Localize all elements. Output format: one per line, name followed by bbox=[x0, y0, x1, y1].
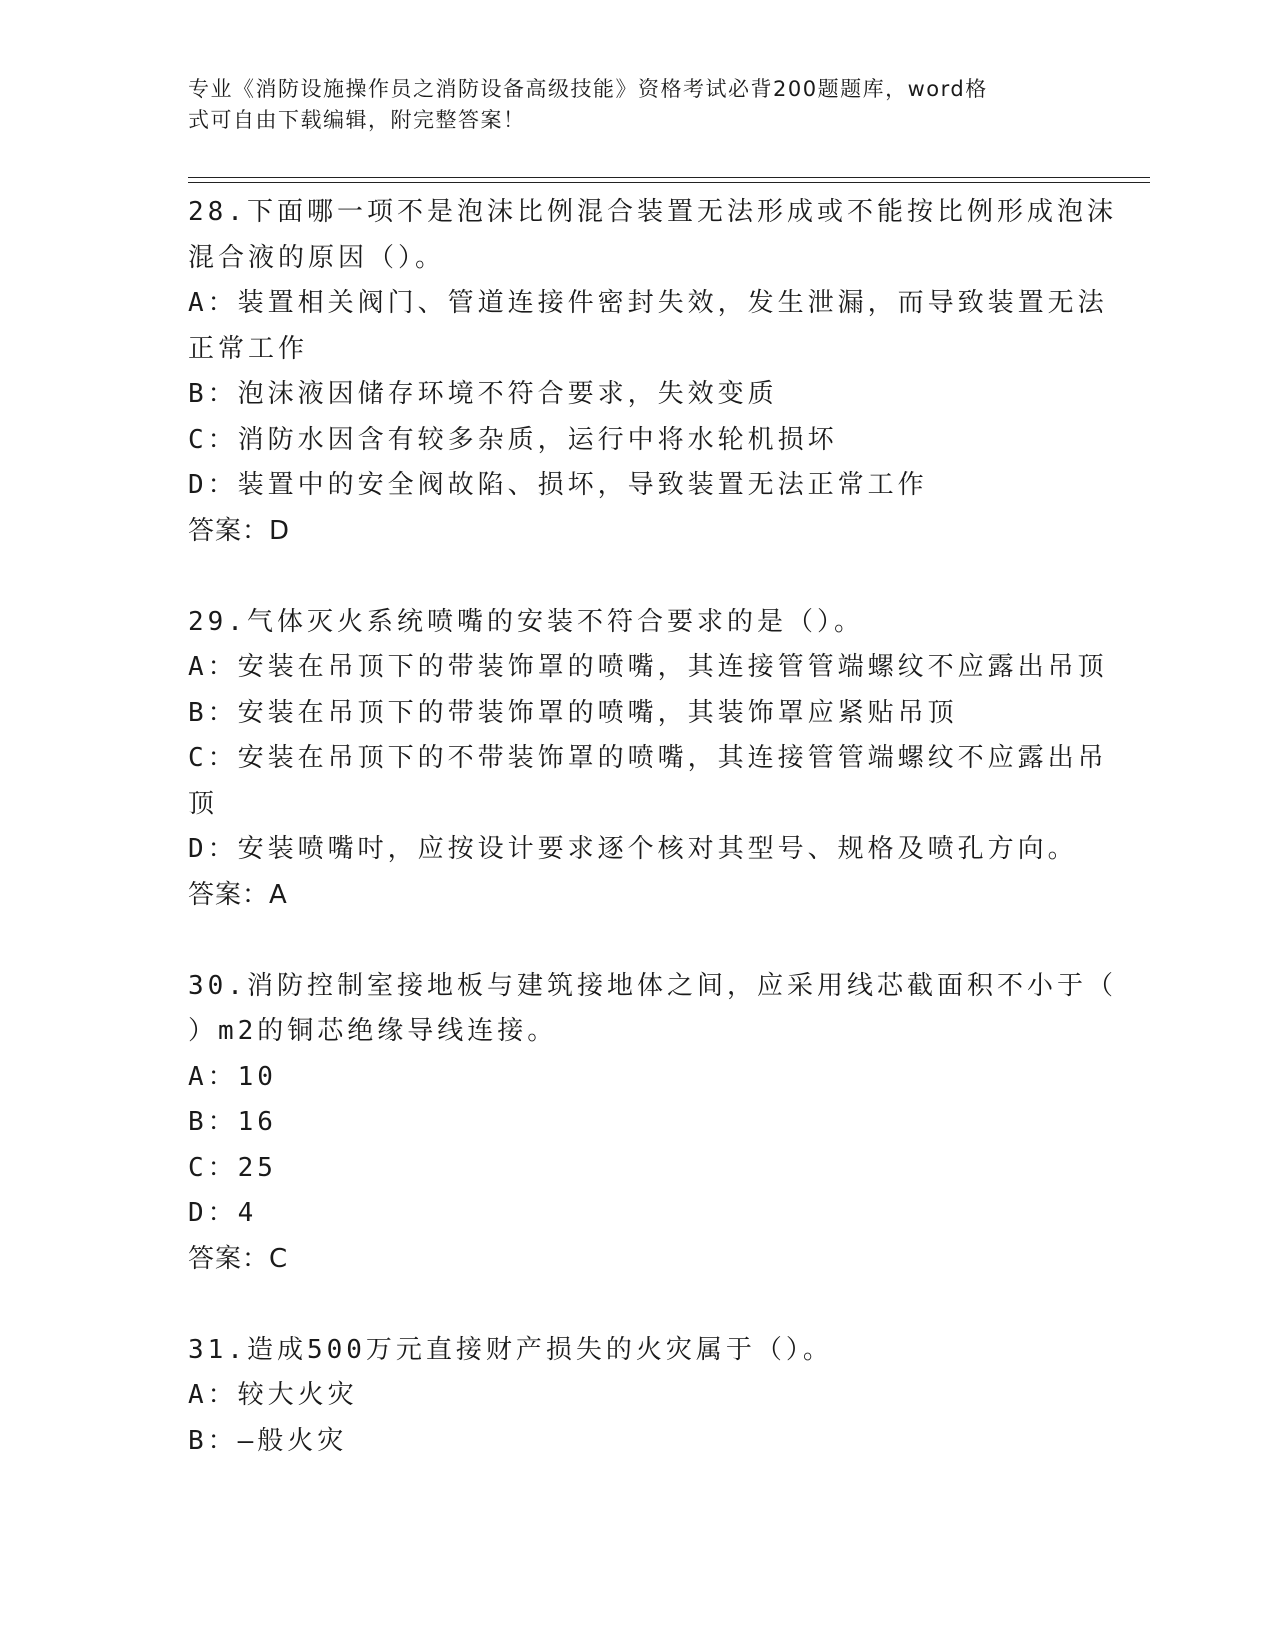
option-b: B：16 bbox=[188, 1107, 277, 1137]
option-a: A：10 bbox=[188, 1061, 277, 1092]
answer: 答案：D bbox=[188, 515, 291, 546]
spacer bbox=[188, 918, 1088, 964]
spacer bbox=[188, 554, 1088, 600]
option-b: B：安装在吊顶下的带装饰罩的喷嘴，其装饰罩应紧贴吊顶 bbox=[188, 697, 958, 728]
option-d: D：安装喷嘴吋，应按设计要求逐个核对其型号、规格及喷孔方向。 bbox=[188, 834, 1078, 864]
question-title: 31.造成500万元直接财产损失的火灾属于（）。 bbox=[188, 1334, 833, 1365]
question-31 bbox=[188, 1328, 1088, 1465]
option-c: C：安装在吊顶下的不带装饰罩的喷嘴，其连接管管端螺纹不应露出吊 bbox=[188, 743, 1108, 773]
option-a-continued: 正常工作 bbox=[188, 333, 309, 364]
option-c: C：消防水因含有较多杂质，运行中将水轮机损坏 bbox=[188, 424, 838, 455]
option-a: A：较大火灾 bbox=[188, 1380, 358, 1410]
question-list bbox=[188, 190, 1117, 1464]
option-b: B：泡沫液因储存环境不符合要求，失效变质 bbox=[188, 379, 778, 409]
question-title: 29.气体灭火系统喷嘴的安装不符合要求的是（）。 bbox=[188, 606, 864, 637]
answer: 答案：A bbox=[188, 879, 288, 910]
option-a: A：安装在吊顶下的带装饰罩的喷嘴，其连接管管端螺纹不应露出吊顶 bbox=[188, 652, 1108, 682]
option-b: B：—般火灾 bbox=[188, 1425, 348, 1456]
header-line-2: 式可自由下载编辑，附完整答案！ bbox=[188, 108, 526, 132]
spacer bbox=[188, 1282, 1088, 1328]
question-title: 混合液的原因（）。 bbox=[188, 242, 446, 273]
header-divider-top bbox=[188, 177, 1150, 178]
header-divider-bottom bbox=[188, 182, 1150, 183]
document-header bbox=[188, 74, 1068, 136]
answer: 答案：C bbox=[188, 1243, 289, 1274]
question-30 bbox=[188, 964, 1117, 1283]
header-line-1: 专业《消防设施操作员之消防设备高级技能》资格考试必背200题题库，word格 bbox=[188, 77, 988, 101]
option-c-continued: 顶 bbox=[188, 788, 219, 819]
option-d: D：4 bbox=[188, 1198, 258, 1228]
option-c: C：25 bbox=[188, 1152, 277, 1183]
question-28 bbox=[188, 190, 1117, 554]
question-title: 30.消防控制室接地板与建筑接地体之间，应采用线芯截面积不小于（ bbox=[188, 970, 1117, 1001]
question-title: 28.下面哪一项不是泡沫比例混合装置无法形成或不能按比例形成泡沫 bbox=[188, 197, 1117, 227]
question-29 bbox=[188, 600, 1108, 919]
option-d: D：装置中的安全阀故陷、损坏，导致装置无法正常工作 bbox=[188, 470, 928, 500]
question-title: ）m2的铜芯绝缘导线连接。 bbox=[188, 1016, 558, 1046]
option-a: A：装置相关阀门、管道连接件密封失效，发生泄漏，而导致装置无法 bbox=[188, 288, 1108, 318]
